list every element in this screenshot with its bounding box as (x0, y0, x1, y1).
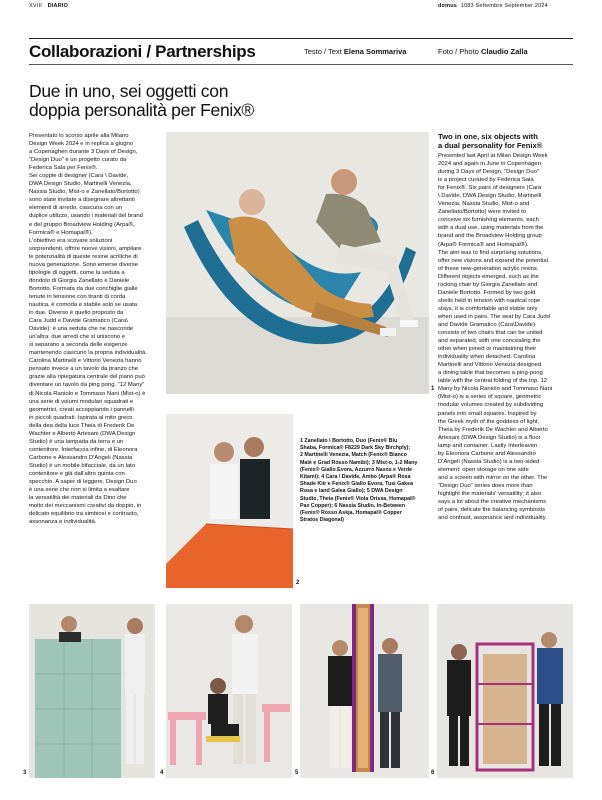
issue-label: 1083 Settembre September 2024 (460, 3, 548, 9)
text-line: table with the central folding of the top. 12 (438, 378, 548, 385)
text-line: Shade Kiir e Fenix® Giallo Evora, Tusi Gakea (300, 481, 414, 488)
photo-number-4: 4 (160, 770, 164, 776)
text-line: individuality when detached. Carolina (438, 354, 536, 361)
text-line: “Design Duo” series does more than (438, 482, 533, 489)
page-label: XVIII (29, 3, 42, 9)
text-line: of pairs, delicate the balancing symbiosis (438, 507, 546, 514)
rocking-chair-illustration (166, 132, 429, 394)
text-line: and separated, with one concealing the (438, 338, 541, 345)
two-sided-element-illustration (437, 604, 573, 778)
text-line: D'Angeli (Nassia Studio) is a two-sided (438, 458, 540, 465)
photo-number-3: 3 (23, 770, 27, 776)
text-line: Different objects emerged, such as the (438, 273, 539, 280)
text-line: Presented last April at Milan Design Week (438, 153, 548, 159)
english-title (438, 132, 574, 150)
text-line: Theia by Frederik De Wachter and Alberto (438, 426, 548, 433)
photo-number-1: 1 (431, 386, 435, 392)
text-line: Pax Copper); 6 Nassia Studio, In-Between (300, 502, 406, 509)
text-line: Studio, Theia (Fenix® Viola Orissa, Homapal® (300, 495, 416, 502)
text-line: tenute in tensione con tiranti di corda (29, 293, 126, 300)
section-title: Collaborazioni / Partnerships (29, 42, 256, 61)
text-line: Stratos Diagonal) (300, 517, 344, 524)
text-line: delicato equilibrio tra simbiosi e contrasto, (29, 511, 139, 518)
photo-1-rocking-chair (166, 132, 429, 394)
text-line: Wachter e Alberto Artesani (DWA Design (29, 430, 136, 437)
text-line: duplice utilizzo, usando i materiali del brand (29, 213, 143, 220)
text-credit-author: Elena Sommariva (343, 47, 407, 56)
text-line: panels into small squares. Inspired by (438, 410, 537, 417)
text-line: pensato invece a un tavolo da pranzo che (29, 366, 139, 373)
photo-3-modular-volumes (29, 604, 155, 778)
double-seat-illustration (166, 604, 292, 778)
text-line: tipologie di oggetti, come la seduta a (29, 269, 125, 276)
text-line: when used in pairs. The seat by Cara Judd (438, 313, 550, 320)
text-line: and contrast, assonance and individuality. (438, 515, 547, 522)
text-line: Carolina Martinelli e Vittorio Venezia hanno (29, 358, 142, 365)
running-header-right (438, 3, 548, 9)
text-line: assonanza e individualità. (29, 519, 97, 526)
text-line: is a project curated by Federica Sala (438, 177, 534, 184)
text-line: mantenendo ciascuno la propria individualità. (29, 350, 147, 357)
dining-table-illustration (166, 414, 293, 588)
text-line: Artesani (DWA Design Studio) is a floor (438, 434, 541, 441)
text-line: highlight the materials' versatility; it also (438, 490, 542, 497)
text-line: and a screen with mirror on the other. The (438, 474, 548, 481)
text-line: of these new-generation acrylic resins. (438, 265, 539, 272)
photo-number-2: 2 (296, 580, 300, 586)
photo-credit (438, 47, 528, 56)
top-rule (29, 38, 573, 39)
text-line: sono state invitate a disegnare altrettanti (29, 197, 135, 204)
text-line: (Arpa® Formica® and Homapal®). (438, 241, 529, 248)
text-line: Malé e Grad Rosso Namibi); 3 Mist-o, 1-2 Many (300, 459, 418, 466)
text-line: Rosa e land Galea Giallo); 5 DWA Design (300, 488, 403, 495)
photo-credit-label: Foto / Photo (438, 47, 479, 56)
headline (29, 82, 269, 120)
text-line: Federica Sala per Fenix®. (29, 165, 98, 172)
text-line: Studio) è una lampada da terra e un (29, 438, 124, 445)
text-line: Zanellato/Bortotto) were invited to (438, 209, 527, 216)
text-line: 1 Zanellato \ Bortotto, Duo (Fenix® Blu (300, 438, 398, 444)
english-body (438, 132, 574, 522)
text-line: grazie alla ripiegatura centrale del piano può (29, 374, 145, 381)
text-line: modular volumes created by subdividing (438, 402, 544, 409)
floor-lamp-illustration (300, 604, 429, 778)
text-line: Many by Nicola Raniolo and Tommaso Nani (438, 386, 553, 393)
headline-line-1: Due in uno, sei oggetti con (29, 81, 229, 101)
text-line: contenitore. Interfaccia infine, di Eleonora (29, 446, 138, 453)
text-line: for Fenix®. Six pairs of designers (Cara (438, 185, 542, 192)
text-line: elementi di arredo, ciascuna con un (29, 205, 122, 212)
photo-5-floor-lamp (300, 604, 429, 778)
section-label: DIARIO (47, 3, 69, 9)
photo-4-double-seat (166, 604, 292, 778)
text-line: e del gruppo Broadview Holding (Arpa®, (29, 221, 135, 228)
text-credit (304, 47, 406, 56)
text-line: Studio) è un mobile bifacciale, da un lato (29, 462, 136, 469)
text-line: Sei coppie di designer (Cara \ Davide, (29, 173, 129, 180)
text-line: sorprendenti, offrire nuove visioni, ampliare (29, 245, 142, 252)
text-line: della dea della luce Theia di Frederik De (29, 422, 135, 429)
text-line: 2 Martinelli Venezia, Match (Fenix® Bianco (300, 452, 407, 459)
text-line: The aim was to find surprising solutions, (438, 249, 543, 256)
text-line: during 3 Days of Design, “Design Duo” (438, 169, 539, 176)
photo-6-two-sided-element (437, 604, 573, 778)
text-line: and Davide Gramatico (Cara\Davide) (438, 321, 535, 328)
text-line: diventare un tavolo da ping pong. “12 Many” (29, 382, 145, 389)
text-line: Bortotto. Formata da due conchiglie gialle (29, 285, 138, 292)
italian-body (29, 132, 161, 526)
running-header-left (29, 3, 68, 9)
english-title-line-2: a dual personality for Fenix® (438, 141, 543, 150)
english-title-line-1: Two in one, six objects with (438, 132, 538, 141)
text-line: geometrici, creati accoppiando i pannelli (29, 406, 134, 413)
text-line: contenitore e già dall'altro quinta con (29, 470, 125, 477)
text-line: shells held in tension with nautical rope (438, 297, 541, 304)
text-line: 2024 and again in June in Copenhagen (438, 161, 541, 168)
text-line: consists of two chairs that can be united (438, 330, 543, 337)
text-line: the Greek myth of the goddess of light, (438, 418, 540, 425)
text-line: (Mist-o) is a series of square, geometric (438, 394, 542, 401)
text-line: conceive six furnishing elements, each (438, 217, 539, 224)
photo-2-dining-table (166, 414, 293, 588)
title-rule (29, 64, 573, 65)
figure-caption (300, 438, 428, 524)
text-line: dondolo di Giorgia Zanellato e Daniele (29, 277, 130, 284)
text-line: offer new visions and expand the potential (438, 257, 548, 264)
magazine-label: domus (438, 3, 458, 9)
photo-number-5: 5 (295, 770, 299, 776)
text-line: un'altra: due arredi che si uniscono e (29, 334, 126, 341)
text-line: Presentato lo scorso aprile alla Milano (29, 133, 129, 139)
text-line: says a lot about the creative mechanisms (438, 499, 547, 506)
text-line: Design Week 2024 e in replica a giugno (29, 141, 134, 148)
text-line: in due. Diverso è quello proposto da (29, 310, 124, 317)
modular-volumes-illustration (29, 604, 155, 778)
text-line: by Eleonora Carbone and Alessandro (438, 450, 536, 457)
text-line: Nassia Studio, Mist-o e Zanellato/Bortotto) (29, 189, 140, 196)
text-line: di Nicola Raniolo e Tommaso Nani (Mist-o) è (29, 390, 146, 397)
text-line: molto dei meccanismi creativi da doppio, in (29, 503, 142, 510)
text-line: element: open storage on one side (438, 466, 529, 473)
text-line: rocking chair by Giorgia Zanellato and (438, 281, 538, 288)
text-line: DWA Design Studio, Martinelli Venezia, (29, 181, 132, 188)
text-line: Shaba, Formica® F8229 Dark Sky Birchply); (300, 445, 411, 452)
text-line: Formica® e Homapal®). (29, 229, 93, 236)
text-line: è una serie che non si limita a esaltare (29, 487, 130, 494)
text-line: (Fenix® Rosso Askja, Homapal® Copper (300, 510, 402, 517)
photo-number-6: 6 (431, 770, 435, 776)
text-line: a dining table that becomes a ping-pong (438, 370, 543, 377)
text-line: Davide): è una seduta che ne nasconde (29, 326, 134, 333)
text-line: nuova generazione. Sono emerse diverse (29, 261, 139, 268)
text-line: a Copenaghen durante 3 Days of Design, (29, 149, 138, 156)
text-line: Daniele Bortotto. Formed by two gold (438, 289, 536, 296)
text-line: lamp and container. Lastly Interleaven (438, 442, 538, 449)
text-line: Carbone e Alessandro D'Angeli (Nassia (29, 454, 133, 461)
text-line: in piccoli quadrati. Ispirata al mito greco (29, 414, 133, 421)
text-line: una serie di volumi modulari squadrati e (29, 398, 134, 405)
text-line: other when joined or maintaining their (438, 346, 537, 353)
text-line: Martinelli and Vittorio Venezia designed (438, 362, 542, 369)
text-line: la versatilità dei materiali da Dino che (29, 495, 127, 502)
text-line: si separano a seconda delle esigenze (29, 342, 128, 349)
text-line: (Fenix® Giallo Evora, Azzurro Naxos e Verde (300, 466, 413, 473)
text-line: Venezia, Nassia Studio, Mist-o and (438, 201, 530, 208)
text-line: Cara Judd e Davide Gramatico (Cara\ (29, 318, 128, 325)
headline-line-2: doppia personalità per Fenix® (29, 100, 255, 120)
text-line: L'obiettivo era scovare soluzioni (29, 237, 113, 244)
text-line: specchio. A saper di leggere, Design Duo (29, 479, 137, 486)
photo-credit-author: Claudio Zalla (480, 47, 528, 56)
text-line: brand and the Broadview Holding group (438, 233, 542, 240)
text-line: le potenzialità di queste resine acriliche di (29, 253, 138, 260)
text-credit-label: Testo / Text (304, 47, 342, 56)
text-line: nautica, è comoda e stabile solo se usata (29, 301, 138, 308)
text-line: with a dual use, using materials from the (438, 225, 544, 232)
text-line: \ Davide, DWA Design Studio, Martinelli (438, 193, 542, 200)
text-line: stays, it is comfortable and stable only (438, 305, 538, 312)
text-line: “Design Duo” è un progetto curato da (29, 157, 127, 164)
english-body-text (438, 152, 574, 522)
text-line: Kitami); 4 Cara \ Davide, Ambo (Arpa® Rosa (300, 474, 411, 481)
